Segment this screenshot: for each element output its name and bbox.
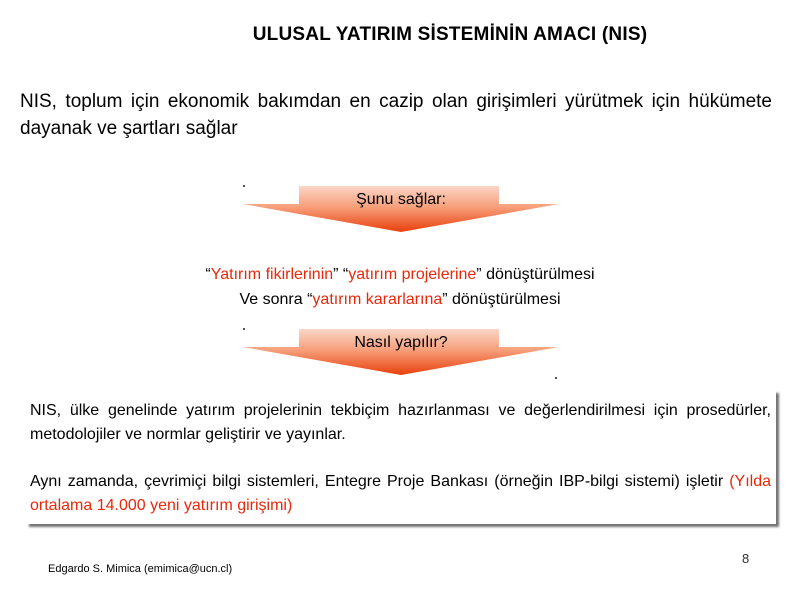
line2-start: Ve sonra “ <box>239 291 313 308</box>
box-paragraph-1: NIS, ülke genelinde yatırım projelerinin tekbiçim hazırlanması ve değerlendirilmesi için prosedürler, metodolojiler ve normlar geliştirir ve yayınlar. <box>30 402 771 443</box>
quote-open: “ <box>205 266 211 283</box>
transformation-text <box>80 262 720 312</box>
box-paragraph-2-highlight: (Yılda ortalama 14.000 yeni yatırım girişimi) <box>30 473 771 514</box>
description-box <box>26 390 776 524</box>
term-yatirim-fikirlerinin: Yatırım fikirlerinin <box>210 266 334 283</box>
arrow-nasil-yapilir <box>243 329 559 375</box>
term-yatirim-kararlarina: yatırım kararlarına <box>312 291 443 308</box>
line1-end: ” dönüştürülmesi <box>476 266 595 283</box>
intro-text: NIS, toplum için ekonomik bakımdan en cazip olan girişimleri yürütmek için hükümete dayanak ve şartları sağlar <box>20 91 772 139</box>
transform-line-1 <box>80 262 720 287</box>
corner-tick <box>555 377 557 379</box>
arrow-shunu-saglar <box>243 186 559 232</box>
arrow-label-nasil-yapilir: Nasıl yapılır? <box>354 334 448 351</box>
footer-author: Edgardo S. Mimica (emimica@ucn.cl) <box>48 563 233 575</box>
term-yatirim-projelerine: yatırım projelerine <box>348 266 477 283</box>
transform-line-2 <box>80 287 720 312</box>
line2-end: ” dönüştürülmesi <box>442 291 561 308</box>
box-paragraph-2-text: Aynı zamanda, çevrimiçi bilgi sistemleri, Entegre Proje Bankası (örneğin IBP-bilgi sistemi) işletir <box>30 473 730 490</box>
quote-mid: ” “ <box>333 266 349 283</box>
arrow-label-shunu-saglar: Şunu sağlar: <box>356 191 446 208</box>
box-paragraph-2 <box>30 470 771 518</box>
slide-title: ULUSAL YATIRIM SİSTEMİNİN AMACI (NIS) <box>252 24 648 45</box>
page-number: 8 <box>742 551 750 566</box>
